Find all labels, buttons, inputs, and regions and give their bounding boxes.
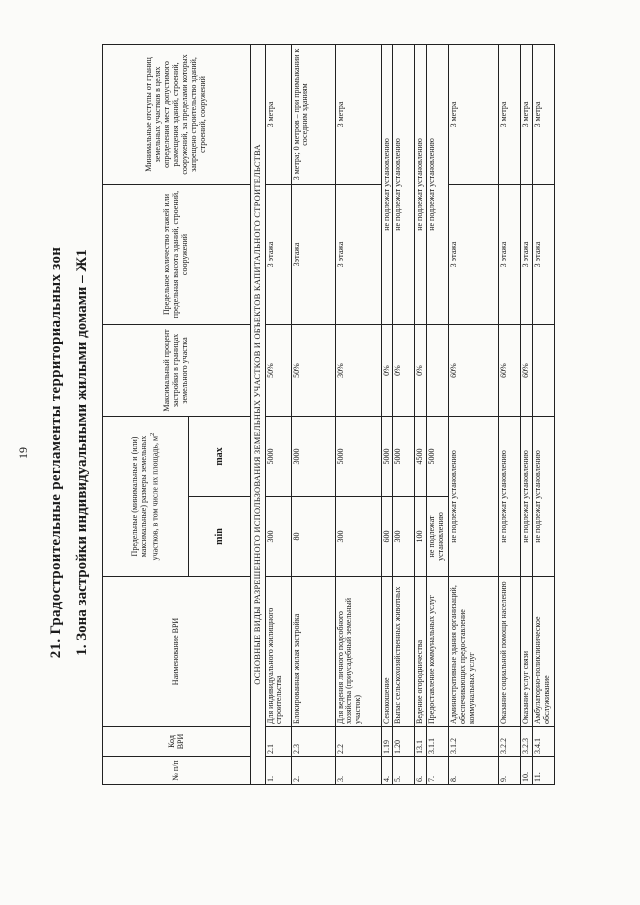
cell-num: 7. [427,757,449,785]
cell-name: Оказание услуг связи [521,577,533,727]
cell-min: 300 [335,497,381,577]
cell-name: Амбулаторно-поликлиническое обслуживание [533,577,555,727]
cell-code: 1.20 [393,727,415,757]
cell-num: 3. [335,757,381,785]
cell-name: Ведение огородничества [415,577,427,727]
cell-floors-setback: не подлежат установлению [427,45,449,325]
cell-name: Сенокошение [381,577,393,727]
col-header-setback: Минимальные отступы от границ земельных участков в целях определения мест допустимого размещения зданий, строений, сооружений, за пределами которых запрещено строительство зданий, строений, сооружений [103,45,251,185]
col-header-max: max [189,417,251,497]
cell-floors: 3 этажа [335,185,381,325]
cell-name: Оказание социальной помощи населению [499,577,521,727]
zone-subheading: 1. Зона застройки индивидуальными жилыми домами – Ж1 [74,249,90,656]
cell-code: 3.4.1 [533,727,555,757]
cell-min: 300 [265,497,291,577]
cell-setback: 3 метра [521,45,533,185]
cell-setback: 3 метра [265,45,291,185]
cell-code: 2.3 [291,727,335,757]
cell-percent: 60% [449,325,499,417]
cell-code: 1.19 [381,727,393,757]
cell-min: 600 [381,497,393,577]
cell-min: 100 [415,497,427,577]
cell-name: Предоставление коммунальных услуг [427,577,449,727]
cell-min: 300 [393,497,415,577]
cell-code: 2.1 [265,727,291,757]
section-title: ОСНОВНЫЕ ВИДЫ РАЗРЕШЕННОГО ИСПОЛЬЗОВАНИЯ ЗЕМЕЛЬНЫХ УЧАСТКОВ И ОБЪЕКТОВ КАПИТАЛЬНОГО СТРОИТЕЛЬСТВА [251,45,266,785]
cell-percent: 60% [499,325,521,417]
cell-percent: 0% [415,325,427,417]
table-row [393,45,415,785]
cell-min: 80 [291,497,335,577]
col-header-code: Код ВРИ [103,727,251,757]
table-row [381,45,393,785]
cell-code: 3.1.2 [449,727,499,757]
section-row [251,45,266,785]
cell-num: 9. [499,757,521,785]
cell-percent: 50% [291,325,335,417]
header-row [103,45,189,785]
table-row [521,45,533,785]
cell-minmax: не подлежат установлению [521,417,533,577]
table-row [533,45,555,785]
page-number: 19 [16,447,30,459]
cell-max: 4500 [415,417,427,497]
regulations-table [102,44,555,785]
cell-max: 5000 [393,417,415,497]
cell-setback: 3 метра [499,45,521,185]
table-row [265,45,291,785]
table-row [499,45,521,785]
cell-floors-setback: не подлежат установлению [393,45,415,325]
cell-floors: 3 этажа [533,185,555,325]
size-unit-sup: 2 [148,432,156,436]
cell-percent [427,325,449,417]
cell-code: 3.2.2 [499,727,521,757]
cell-floors-setback: не подлежат установлению [415,45,427,325]
cell-floors: 3 этажа [499,185,521,325]
page-heading: 21. Градостроительные регламенты территориальных зон [48,246,64,659]
table-row [291,45,335,785]
cell-min: не подлежат установлению [427,497,449,577]
cell-floors: 3 этажа [265,185,291,325]
cell-floors-setback: не подлежат установлению [381,45,393,325]
col-header-min: min [189,497,251,577]
cell-setback: 3 метра; 0 метров – при примыкании к соседним зданиям [291,45,335,185]
size-header-text: Предельные (минимальные и (или) максимальные) размеры земельных участков, в том числе их площадь, м [129,435,160,561]
cell-max: 5000 [381,417,393,497]
cell-num: 1. [265,757,291,785]
cell-minmax: не подлежат установлению [449,417,499,577]
table-row [449,45,499,785]
cell-percent: 60% [521,325,533,417]
cell-floors: 3 этажа [449,185,499,325]
col-header-percent: Максимальный процент застройки в границах земельного участка [103,325,251,417]
cell-max: 5000 [427,417,449,497]
col-header-size [103,417,189,577]
cell-code: 3.1.1 [427,727,449,757]
cell-code: 13.1 [415,727,427,757]
cell-setback: 3 метра [449,45,499,185]
cell-code: 2.2 [335,727,381,757]
cell-max: 5000 [335,417,381,497]
cell-setback: 3 метра [335,45,381,185]
cell-num: 5. [393,757,415,785]
cell-name: Блокированная жилая застройка [291,577,335,727]
cell-num: 4. [381,757,393,785]
cell-percent: 0% [381,325,393,417]
cell-name: Для ведения личного подсобного хозяйства (приусадебный земельный участок) [335,577,381,727]
cell-percent: 30% [335,325,381,417]
cell-percent: 50% [265,325,291,417]
cell-num: 2. [291,757,335,785]
col-header-name: Наименование ВРИ [103,577,251,727]
cell-name: Выпас сельскохозяйственных животных [393,577,415,727]
cell-num: 10. [521,757,533,785]
col-header-num: № п/п [103,757,251,785]
cell-num: 8. [449,757,499,785]
cell-num: 11. [533,757,555,785]
cell-floors: 3этажа [291,185,335,325]
cell-minmax: не подлежат установлению [533,417,555,577]
table-row [427,45,449,785]
cell-max: 3000 [291,417,335,497]
cell-num: 6. [415,757,427,785]
cell-code: 3.2.3 [521,727,533,757]
cell-floors: 3 этажа [521,185,533,325]
table-row [415,45,427,785]
cell-percent: 0% [393,325,415,417]
cell-percent [533,325,555,417]
cell-minmax: не подлежат установлению [499,417,521,577]
cell-name: Административные здания организаций, обеспечивающих предоставление коммунальных услуг [449,577,499,727]
cell-name: Для индивидуального жилищного строительства [265,577,291,727]
table-row [335,45,381,785]
col-header-floors: Предельное количество этажей или предельная высота зданий, строений, сооружений [103,185,251,325]
cell-max: 5000 [265,417,291,497]
cell-setback: 3 метра [533,45,555,185]
